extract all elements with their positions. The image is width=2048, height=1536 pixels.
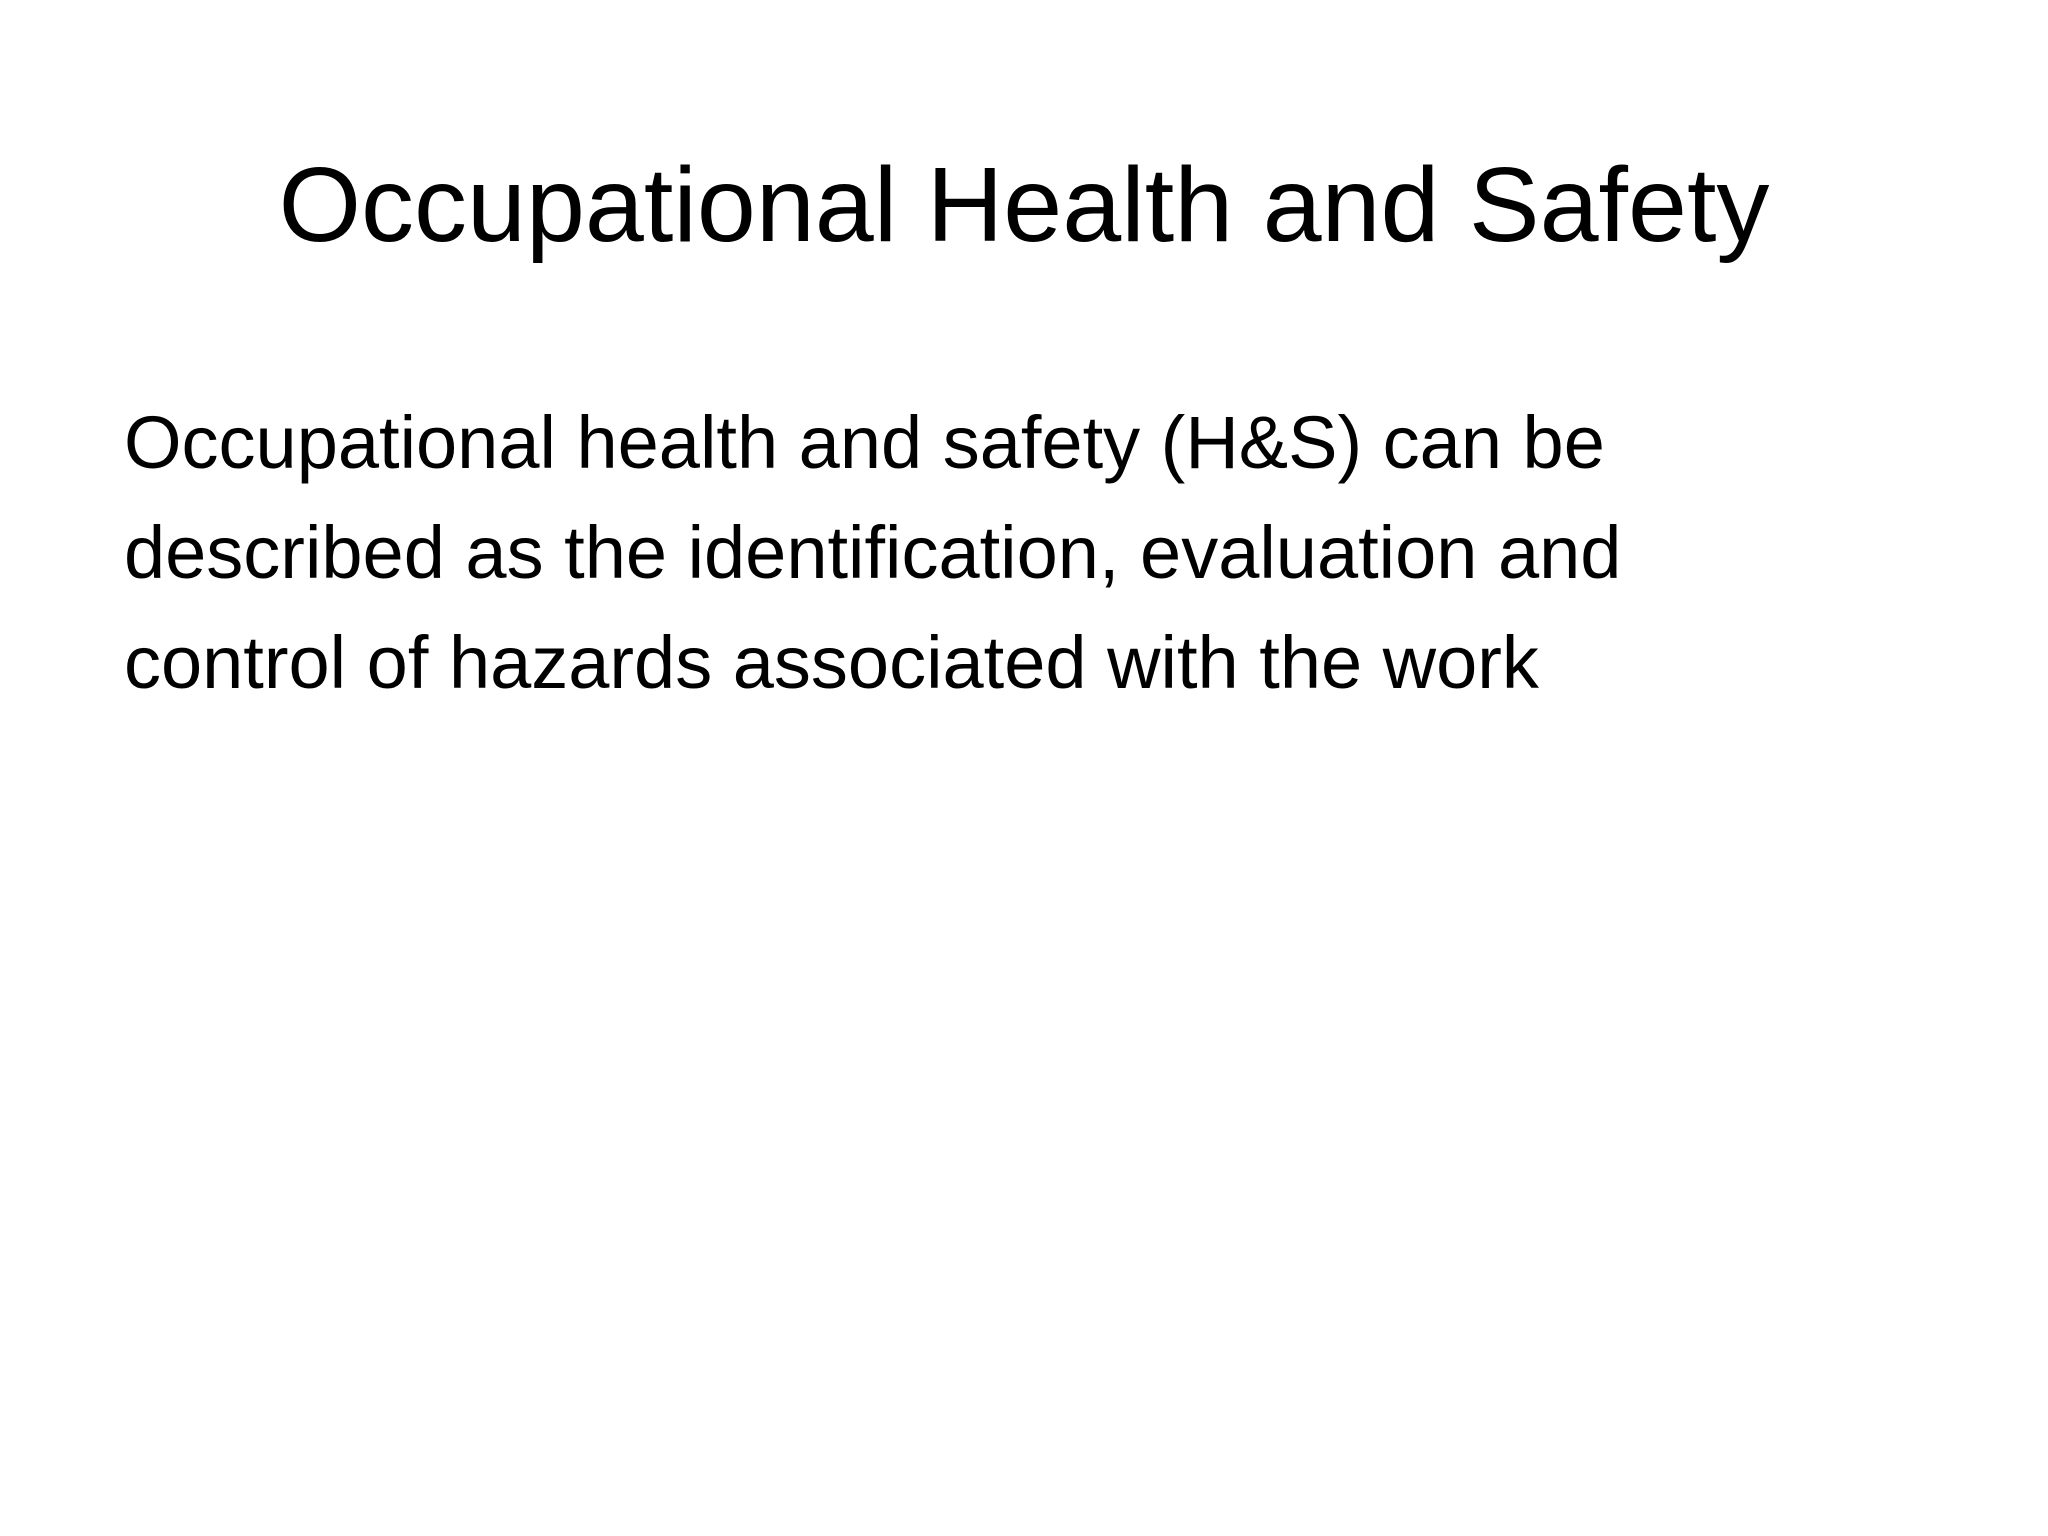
body-line: described as the identification, evaluation and (124, 511, 1622, 594)
body-line: control of hazards associated with the work (124, 621, 1539, 704)
slide-title: Occupational Health and Safety (278, 146, 1770, 264)
slide-body (124, 388, 1954, 718)
body-line: Occupational health and safety (H&S) can be (124, 401, 1605, 484)
